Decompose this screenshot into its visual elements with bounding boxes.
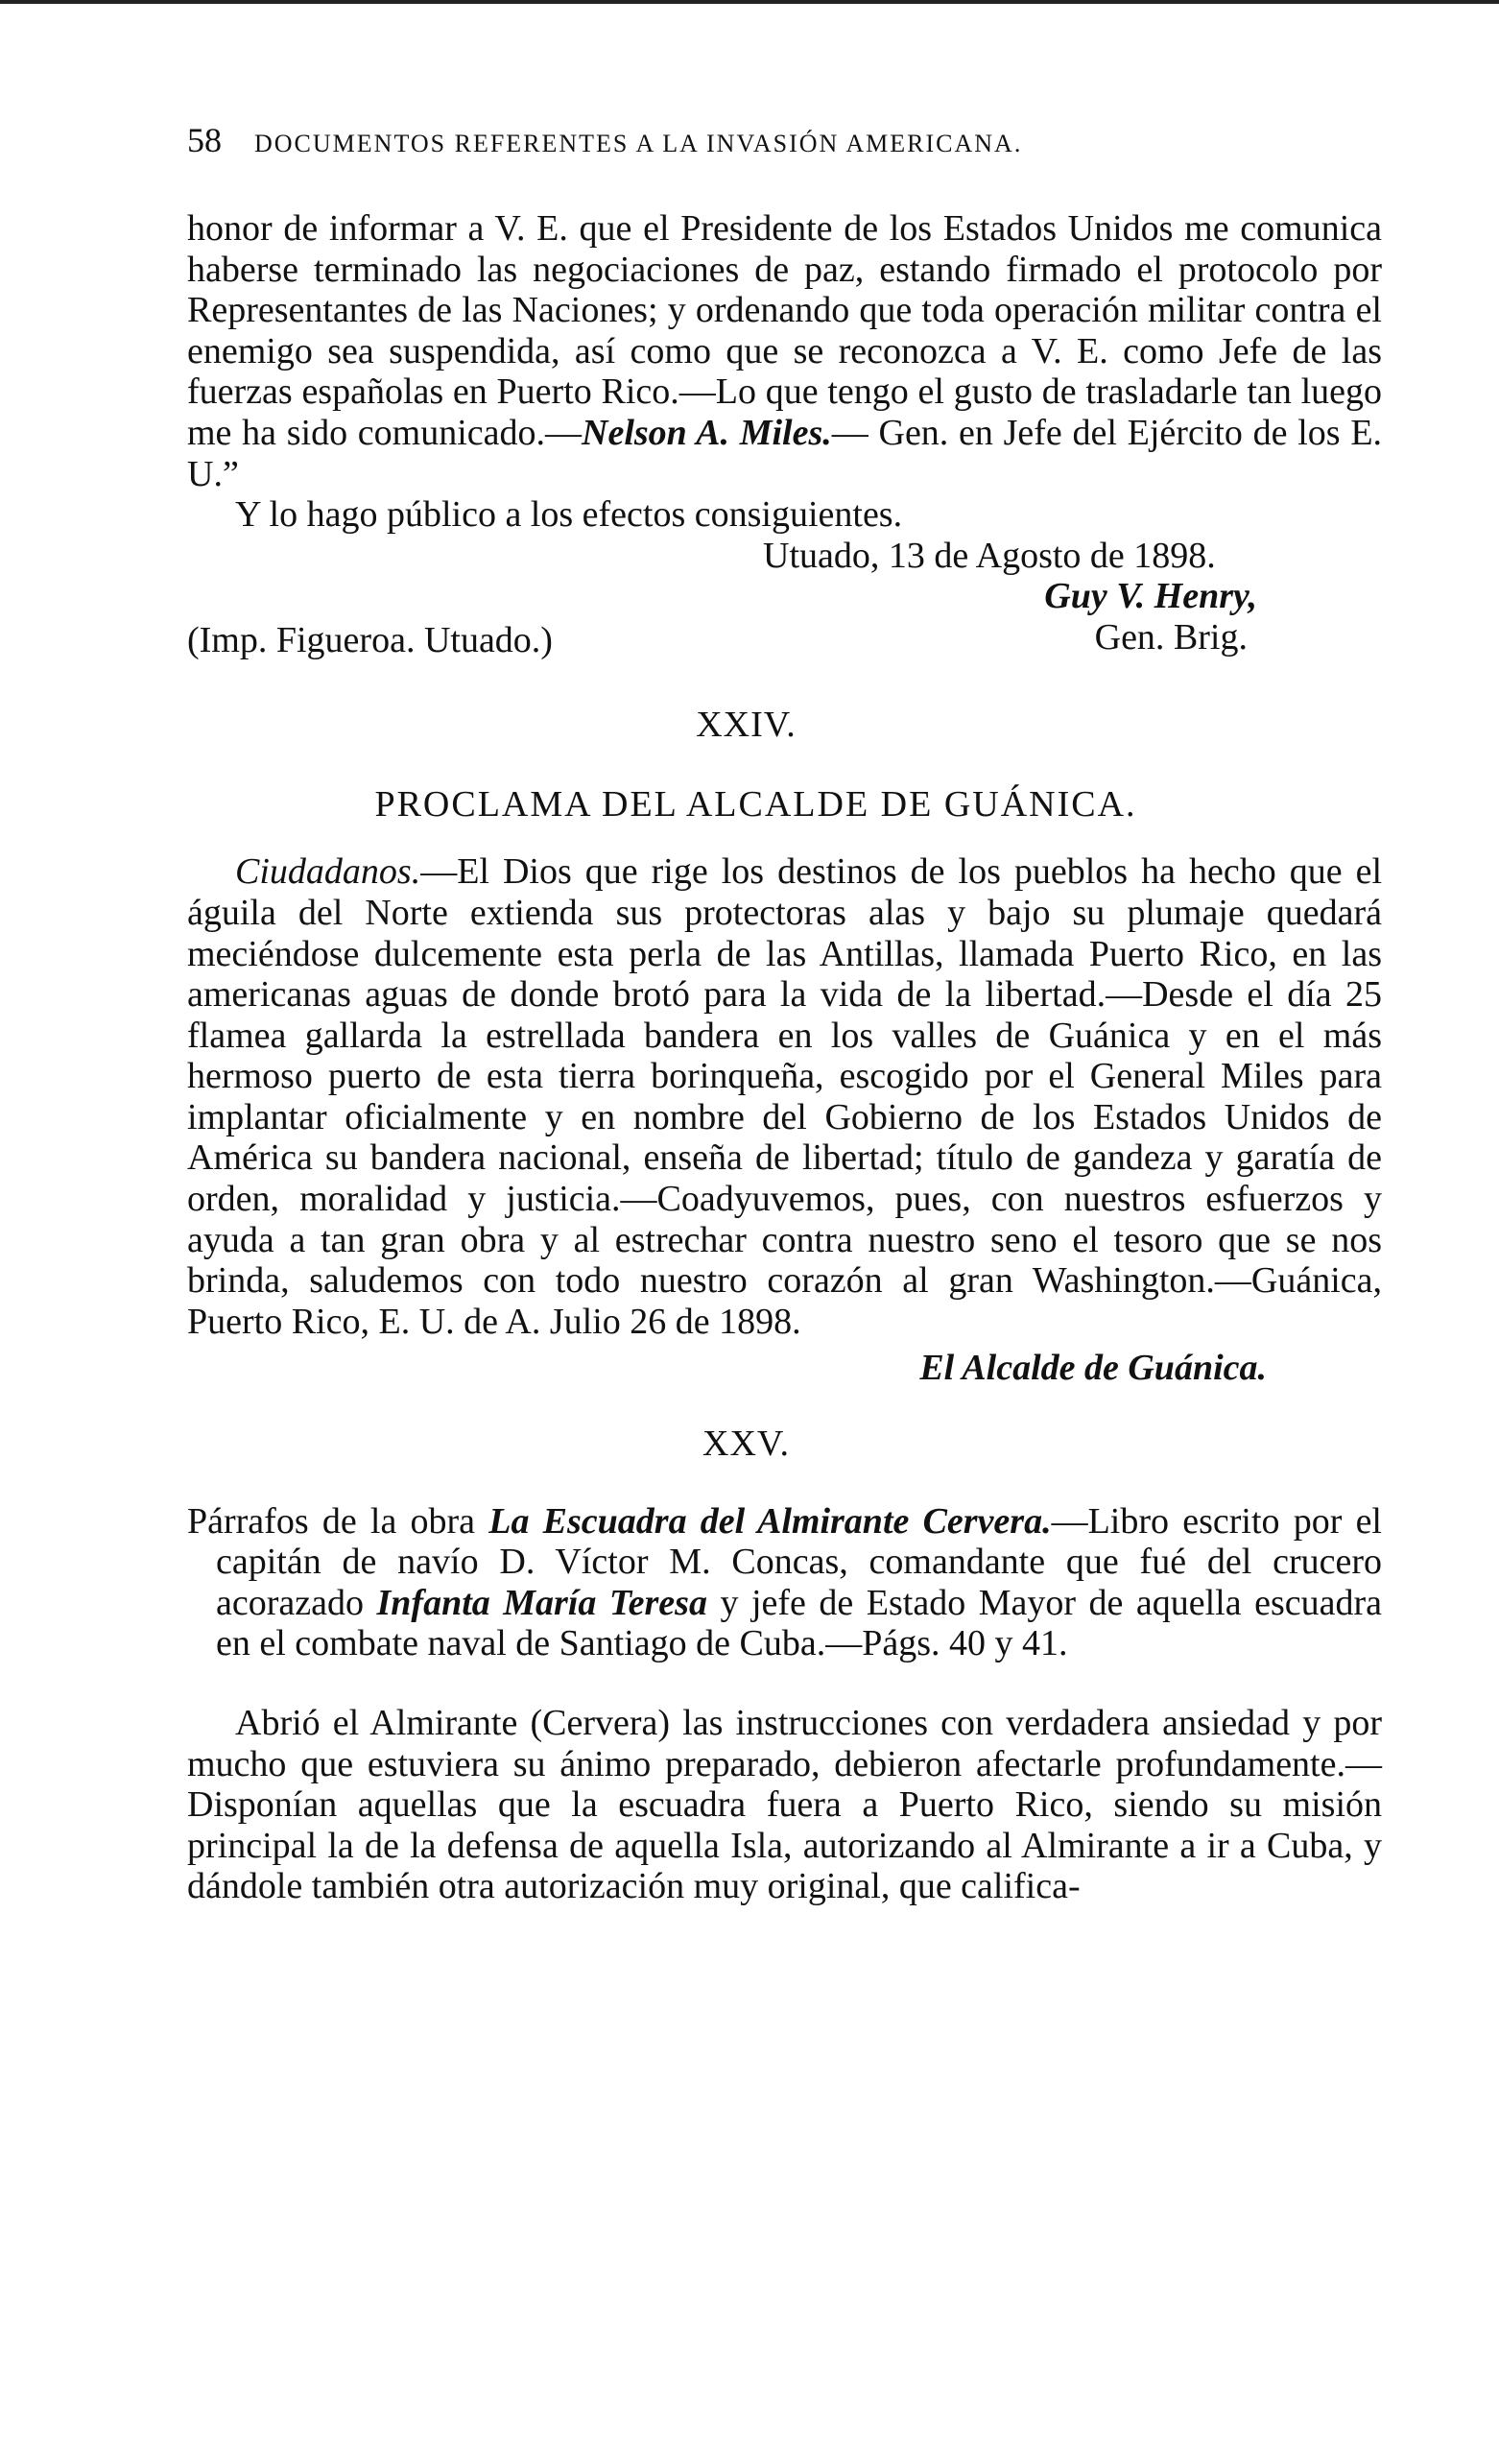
letter-signer-title: Gen. en Jefe del Ejército de los E. U.” [187,412,1383,494]
section-24-text: —El Dios que rige los destinos de los pueblos ha hecho que el águila del Norte extienda sus protectoras alas y bajo su plumaje quedará meciéndose dulcemente esta perla de las Antillas, llamada Puerto Rico, en las americanas aguas de donde brotó para la vida de la libertad.—Desde el día 25 flamea gallarda la estrellada bandera en los valles de Guánica y en el más hermoso puerto de esta tierra borinqueña, escogido por el General Miles para implantar oficialmente y en nombre del Gobierno de los Estados Unidos de América su bandera nacional, enseña de libertad; título de gandeza y garatía de orden, moralidad y justicia.—Coadyuvemos, pues, con nuestros esfuerzos y ayuda a tan gran obra y al estrechar contra nuestro seno el tesoro que se nos brinda, saludemos con todo nuestro corazón al gran Washington.—Guánica, Puerto Rico, E. U. de A. Julio 26 de 1898. [187,851,1382,1342]
running-title: DOCUMENTOS REFERENTES A LA INVASIÓN AMERICANA. [254,130,1023,157]
letter-paragraph [187,208,1382,494]
section-25-intro-mid: —Libro escrito por el capitán de navío D. Víctor M. Concas, comandante que fué del crucero acorazado [216,1500,1382,1623]
letter-body: honor de informar a V. E. que el Presidente de los Estados Unidos me comunica haberse terminado las negociaciones de paz, estando firmado el protocolo por Representantes de las Naciones; y ordenando que toda operación militar contra el enemigo sea suspendida, así como que se reconozca a V. E. como Jefe de las fuerzas españolas en Puerto Rico.—Lo que tengo el gusto de trasladarle tan luego me ha sido comunicado.— [187,208,1382,453]
running-header [187,120,1382,178]
section-25-body: Abrió el Almirante (Cervera) las instrucciones con verdadera ansiedad y por mucho que estuviera su ánimo preparado, debieron afectarle profundamente.—Disponían aquellas que la escuadra fuera a Puerto Rico, siendo su misión principal la de la defensa de aquella Isla, autorizando al Almirante a ir a Cuba, y dándole también otra autorización muy original, que califica- [187,1703,1382,1907]
author-name: Guy V. Henry, [1044,576,1257,617]
section-25-intro-tail: y jefe de Estado Mayor de aquella escuadra en el combate naval de Santiago de Cuba.—Págs. 40 y 41. [216,1582,1383,1664]
section-24-body [187,851,1382,1342]
section-25-number: XXV. [702,1423,790,1465]
author-rank: Gen. Brig. [1094,616,1248,658]
publication-line: Y lo hago público a los efectos consiguientes. [235,494,903,536]
printer-imprint: (Imp. Figueroa. Utuado.) [187,619,553,660]
section-24-salutation: Ciudadanos. [235,851,421,893]
page-top-border [0,0,1499,4]
section-25-work-title: La Escuadra del Almirante Cervera. [488,1500,1052,1542]
section-25-ship-name: Infanta María Teresa [376,1582,707,1623]
section-24-number: XXIV. [696,705,797,746]
section-25-intro-lead: Párrafos de la obra [187,1500,489,1542]
place-date: Utuado, 13 de Agosto de 1898. [763,535,1216,576]
letter-signer-name: Nelson A. Miles. [582,412,832,453]
section-25-intro [187,1501,1382,1664]
section-24-title: PROCLAMA DEL ALCALDE DE GUÁNICA. [374,783,1137,825]
page-number: 58 [187,121,222,159]
section-25-gap [187,1664,1382,1703]
letter-signer-dash: — [831,412,868,453]
section-24-signature: El Alcalde de Guánica. [919,1348,1267,1389]
book-page [187,120,1382,1907]
